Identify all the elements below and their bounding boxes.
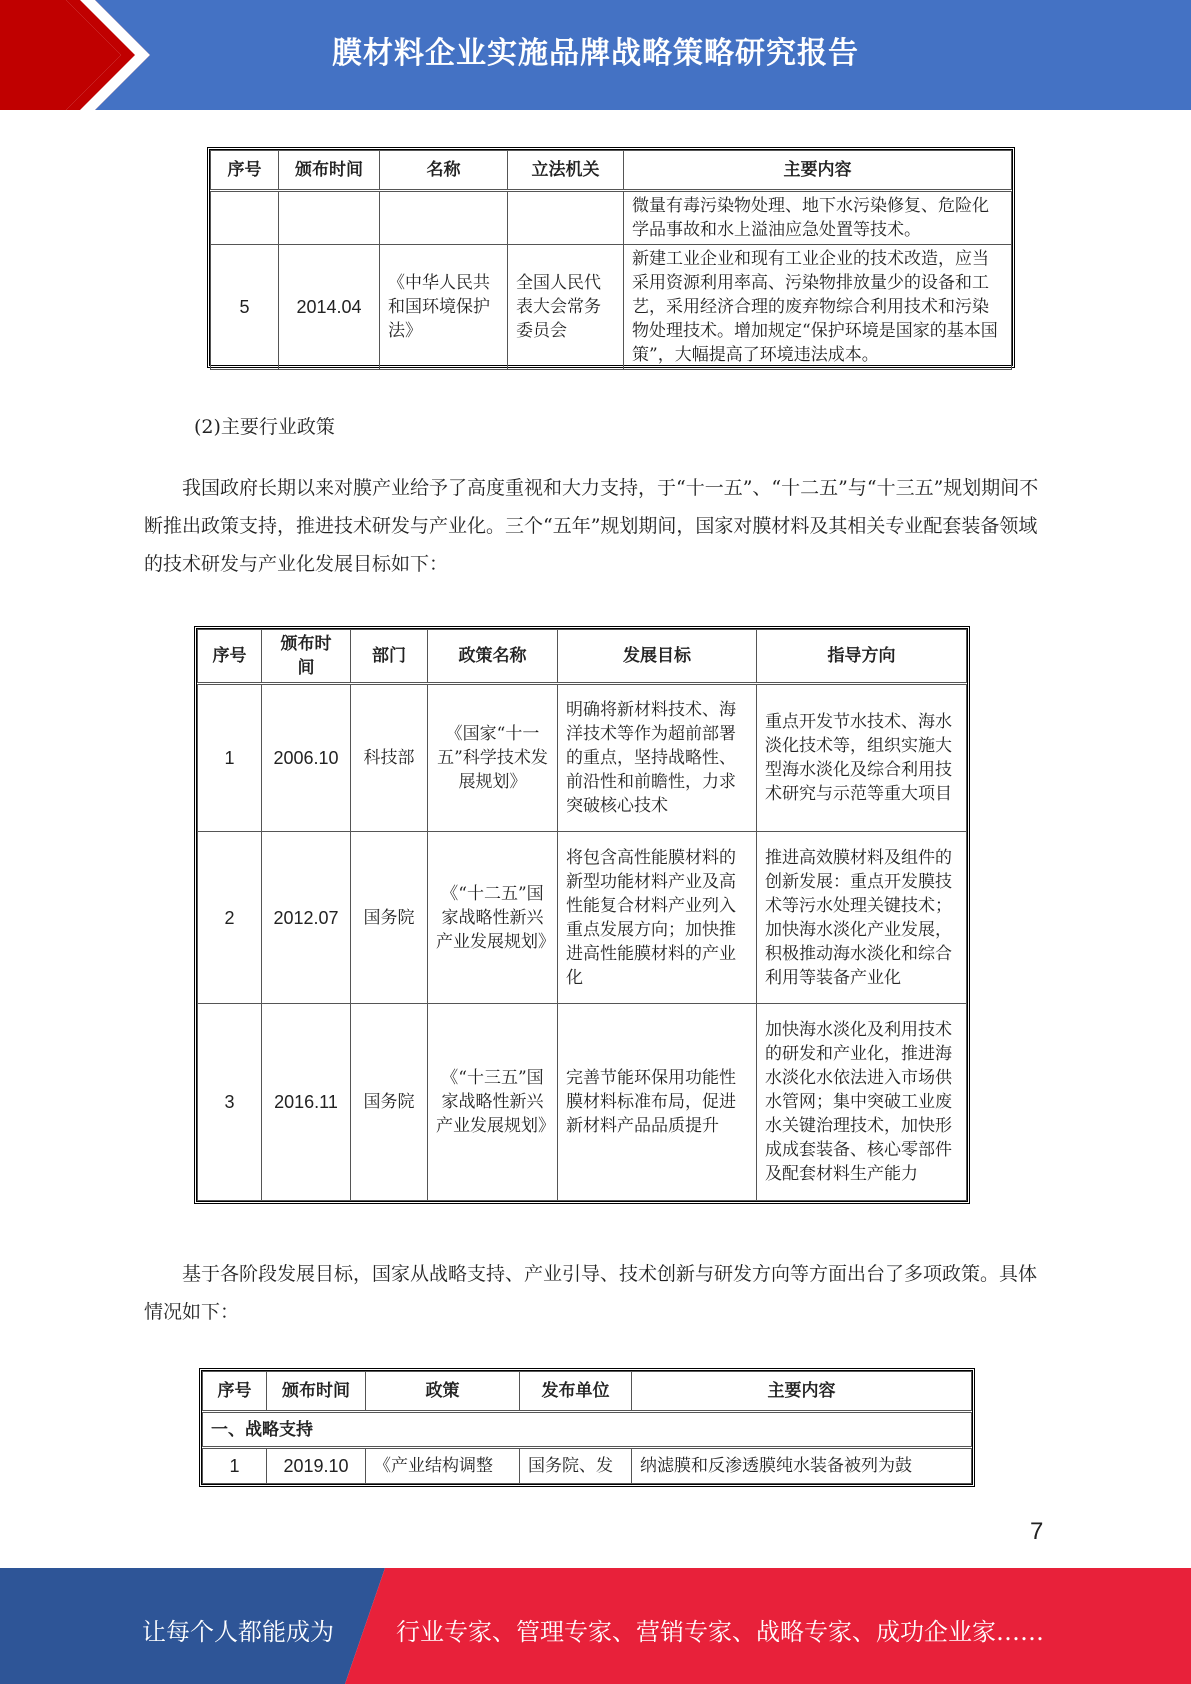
column-header: 颁布时间 [262, 630, 351, 684]
cell-goal: 明确将新材料技术、海洋技术等作为超前部署的重点，坚持战略性、前沿性和前瞻性，力求突破核心技术 [558, 684, 757, 832]
column-header: 名称 [380, 151, 508, 191]
page-header [0, 0, 1191, 110]
table-row [198, 684, 967, 832]
cell-index: 2 [198, 832, 262, 1004]
table-row [211, 191, 1012, 245]
cell-index: 5 [211, 245, 279, 370]
laws-table [207, 147, 1015, 368]
table-row [211, 245, 1012, 370]
column-header: 部门 [351, 630, 428, 684]
section-label: 一、战略支持 [203, 1412, 972, 1448]
column-header: 主要内容 [632, 1372, 972, 1412]
cell-index: 1 [198, 684, 262, 832]
cell-date [279, 191, 380, 245]
column-header: 立法机关 [508, 151, 624, 191]
column-header: 颁布时间 [267, 1372, 366, 1412]
cell-publisher: 国务院、发 [520, 1448, 632, 1484]
cell-direction: 加快海水淡化及利用技术的研发和产业化，推进海水淡化水依法进入市场供水管网；集中突破工业废水关键治理技术，加快形成成套装备、核心零部件及配套材料生产能力 [757, 1004, 967, 1201]
cell-department: 国务院 [351, 1004, 428, 1201]
cell-name: 《中华人民共和国环境保护法》 [380, 245, 508, 370]
cell-goal: 将包含高性能膜材料的新型功能材料产业及高性能复合材料产业列入重点发展方向；加快推进高性能膜材料的产业化 [558, 832, 757, 1004]
report-title: 膜材料企业实施品牌战略策略研究报告 [332, 36, 859, 71]
column-header: 发展目标 [558, 630, 757, 684]
policy-paragraph: 基于各阶段发展目标，国家从战略支持、产业引导、技术创新与研发方向等方面出台了多项政策。具体情况如下： [144, 1263, 1038, 1323]
footer-slogan-left: 让每个人都能成为 [142, 1618, 334, 1646]
footer-slogan-right: 行业专家、管理专家、营销专家、战略专家、成功企业家…… [396, 1618, 1044, 1646]
cell-date: 2006.10 [262, 684, 351, 832]
cell-department: 科技部 [351, 684, 428, 832]
cell-policy: 《产业结构调整 [366, 1448, 520, 1484]
column-header: 主要内容 [624, 151, 1012, 191]
column-header: 发布单位 [520, 1372, 632, 1412]
table-row [198, 832, 967, 1004]
table-section-row [203, 1412, 972, 1448]
policy-list-table [199, 1368, 975, 1487]
cell-name [380, 191, 508, 245]
column-header: 指导方向 [757, 630, 967, 684]
column-header: 序号 [211, 151, 279, 191]
section-heading: (2)主要行业政策 [194, 416, 335, 438]
column-header: 序号 [203, 1372, 267, 1412]
cell-index [211, 191, 279, 245]
five-year-plan-table [194, 626, 970, 1204]
page-number: 7 [1030, 1518, 1044, 1545]
column-header: 序号 [198, 630, 262, 684]
intro-paragraph: 我国政府长期以来对膜产业给予了高度重视和大力支持，于“十一五”、“十二五”与“十三五”规划期间不断推出政策支持，推进技术研发与产业化。三个“五年”规划期间，国家对膜材料及其相关专业配套装备领域的技术研发与产业化发展目标如下： [144, 477, 1039, 575]
cell-content: 纳滤膜和反渗透膜纯水装备被列为鼓 [632, 1448, 972, 1484]
cell-direction: 推进高效膜材料及组件的创新发展：重点开发膜技术等污水处理关键技术；加快海水淡化产业发展，积极推动海水淡化和综合利用等装备产业化 [757, 832, 967, 1004]
table-row [198, 1004, 967, 1201]
cell-index: 3 [198, 1004, 262, 1201]
cell-content: 新建工业企业和现有工业企业的技术改造，应当采用资源利用率高、污染物排放量少的设备和工艺，采用经济合理的废弃物综合利用技术和污染物处理技术。增加规定“保护环境是国家的基本国策”，大幅提高了环境违法成本。 [624, 245, 1012, 370]
cell-authority [508, 191, 624, 245]
cell-goal: 完善节能环保用功能性膜材料标准布局，促进新材料产品品质提升 [558, 1004, 757, 1201]
cell-date: 2012.07 [262, 832, 351, 1004]
cell-content: 微量有毒污染物处理、地下水污染修复、危险化学品事故和水上溢油应急处置等技术。 [624, 191, 1012, 245]
table-header-row [203, 1372, 972, 1412]
table-header-row [198, 630, 967, 684]
cell-date: 2014.04 [279, 245, 380, 370]
table-header-row [211, 151, 1012, 191]
table-row [203, 1448, 972, 1484]
cell-direction: 重点开发节水技术、海水淡化技术等，组织实施大型海水淡化及综合利用技术研究与示范等重大项目 [757, 684, 967, 832]
page-footer [0, 1568, 1191, 1684]
column-header: 政策 [366, 1372, 520, 1412]
cell-policy-name: 《“十三五”国家战略性新兴产业发展规划》 [428, 1004, 558, 1201]
cell-department: 国务院 [351, 832, 428, 1004]
cell-policy-name: 《国家“十一五”科学技术发展规划》 [428, 684, 558, 832]
cell-index: 1 [203, 1448, 267, 1484]
cell-date: 2019.10 [267, 1448, 366, 1484]
cell-authority: 全国人民代表大会常务委员会 [508, 245, 624, 370]
column-header: 颁布时间 [279, 151, 380, 191]
cell-policy-name: 《“十二五”国家战略性新兴产业发展规划》 [428, 832, 558, 1004]
cell-date: 2016.11 [262, 1004, 351, 1201]
column-header: 政策名称 [428, 630, 558, 684]
